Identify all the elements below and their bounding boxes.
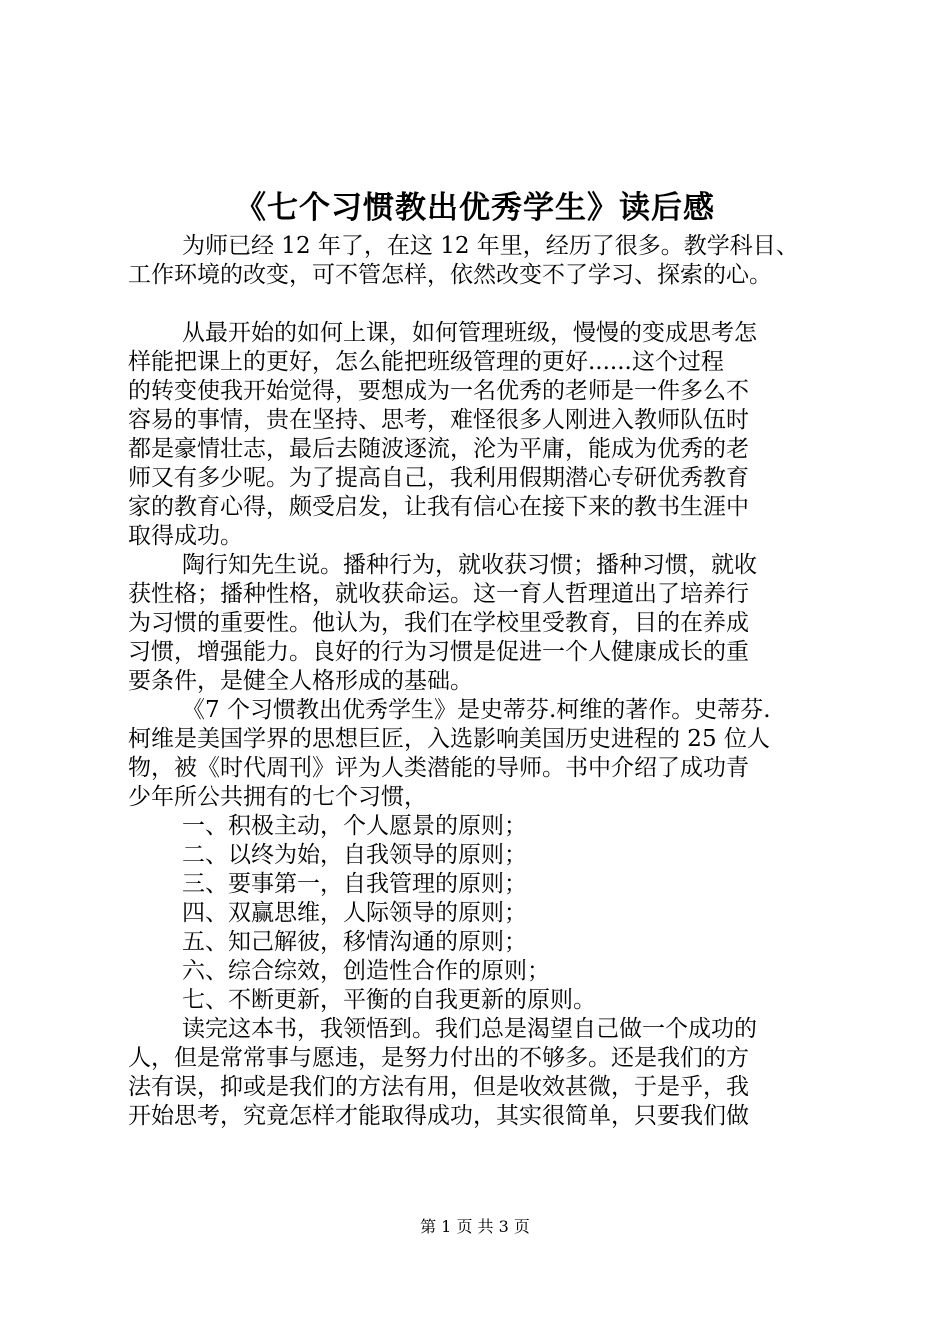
list-item: 一、积极主动，个人愿景的原则； bbox=[182, 813, 527, 839]
list-item: 三、要事第一，自我管理的原则； bbox=[182, 871, 527, 897]
body-line: 从最开始的如何上课，如何管理班级，慢慢的变成思考怎 bbox=[182, 320, 757, 346]
list-item: 四、双赢思维，人际领导的原则； bbox=[182, 900, 527, 926]
body-line: 少年所公共拥有的七个习惯， bbox=[128, 784, 427, 810]
list-item: 二、以终为始，自我领导的原则； bbox=[182, 842, 527, 868]
body-line: 家的教育心得，颇受启发，让我有信心在接下来的教书生涯中 bbox=[128, 494, 749, 520]
body-line: 获性格；播种性格，就收获命运。这一育人哲理道出了培养行 bbox=[128, 581, 749, 607]
document-body bbox=[128, 232, 838, 1131]
body-line: 取得成功。 bbox=[128, 523, 243, 549]
body-line: 人，但是常常事与愿违，是努力付出的不够多。还是我们的方 bbox=[128, 1045, 749, 1071]
blank-line bbox=[128, 290, 838, 319]
body-line: 为师已经 12 年了，在这 12 年里，经历了很多。教学科目、 bbox=[182, 233, 799, 259]
page-footer: 第 1 页 共 3 页 bbox=[420, 1217, 530, 1236]
body-line: 为习惯的重要性。他认为，我们在学校里受教育，目的在养成 bbox=[128, 610, 749, 636]
body-line: 物，被《时代周刊》评为人类潜能的导师。书中介绍了成功青 bbox=[128, 755, 749, 781]
body-line: 容易的事情，贵在坚持、思考，难怪很多人刚进入教师队伍时 bbox=[128, 407, 749, 433]
body-line: 的转变使我开始觉得，要想成为一名优秀的老师是一件多么不 bbox=[128, 378, 749, 404]
body-line: 都是豪情壮志，最后去随波逐流，沦为平庸，能成为优秀的老 bbox=[128, 436, 749, 462]
body-line: 样能把课上的更好，怎么能把班级管理的更好......这个过程 bbox=[128, 349, 724, 375]
list-item: 七、不断更新，平衡的自我更新的原则。 bbox=[182, 987, 596, 1013]
body-line: 师又有多少呢。为了提高自己，我利用假期潜心专研优秀教育 bbox=[128, 465, 749, 491]
body-line: 柯维是美国学界的思想巨匠，入选影响美国历史进程的 25 位人 bbox=[128, 726, 770, 752]
body-line: 习惯，增强能力。良好的行为习惯是促进一个人健康成长的重 bbox=[128, 639, 749, 665]
body-line: 《7 个习惯教出优秀学生》是史蒂芬.柯维的著作。史蒂芬. bbox=[182, 697, 771, 723]
list-item: 五、知己解彼，移情沟通的原则； bbox=[182, 929, 527, 955]
list-item: 六、综合综效，创造性合作的原则； bbox=[182, 958, 550, 984]
body-line: 开始思考，究竟怎样才能取得成功，其实很简单，只要我们做 bbox=[128, 1103, 749, 1129]
body-line: 读完这本书，我领悟到。我们总是渴望自己做一个成功的 bbox=[182, 1016, 757, 1042]
body-line: 要条件，是健全人格形成的基础。 bbox=[128, 668, 473, 694]
body-line: 法有误，抑或是我们的方法有用，但是收效甚微，于是乎，我 bbox=[128, 1074, 749, 1100]
document-title: 《七个习惯教出优秀学生》读后感 bbox=[235, 190, 715, 226]
body-line: 陶行知先生说。播种行为，就收获习惯；播种习惯，就收 bbox=[182, 552, 757, 578]
body-line: 工作环境的改变，可不管怎样，依然改变不了学习、探索的心。 bbox=[128, 262, 772, 288]
